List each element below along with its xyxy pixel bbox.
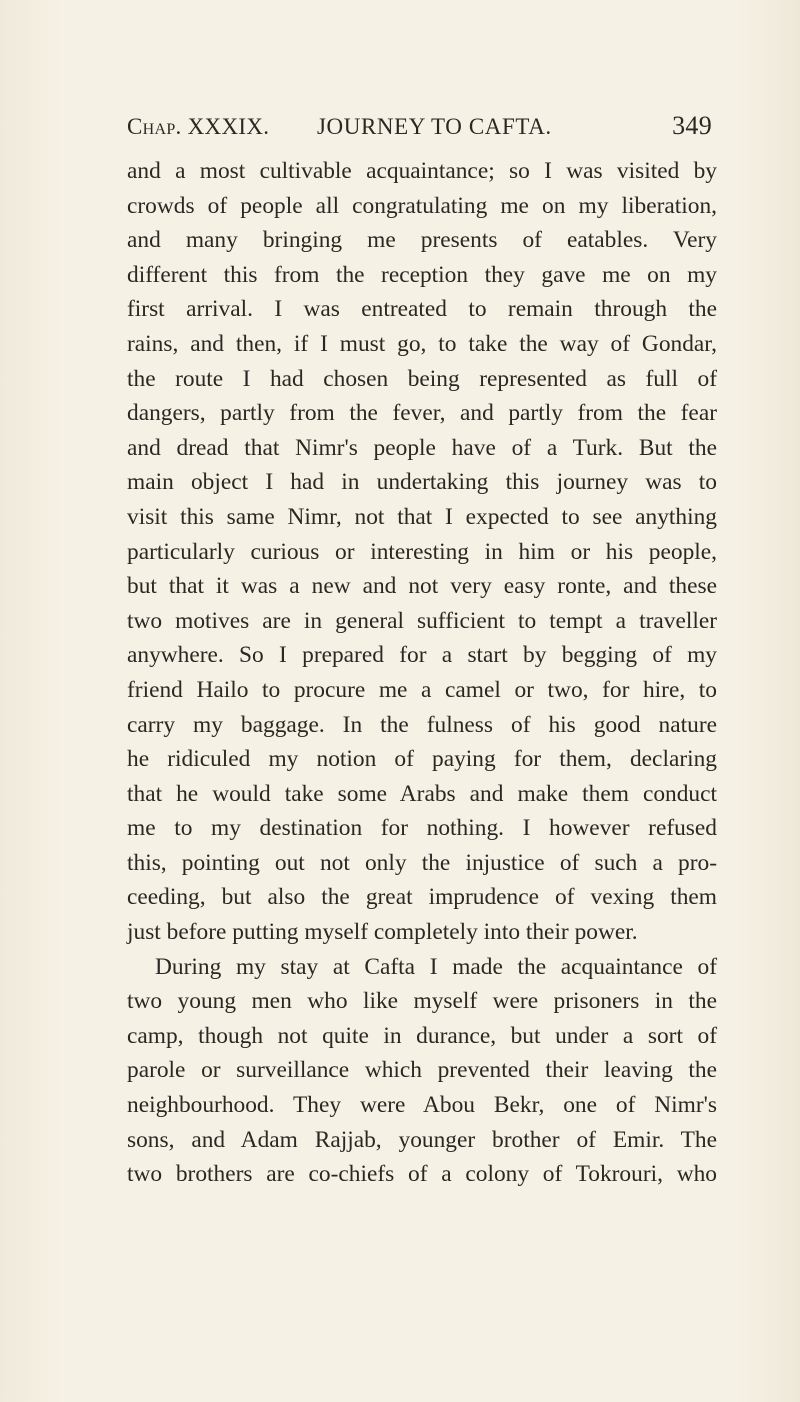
text-line: carry my baggage. In the fulness of his good nature (127, 711, 717, 738)
text-line: crowds of people all congratulating me on my liberation, (127, 192, 717, 219)
text-line: sons, and Adam Rajjab, younger brother of Emir. The (127, 1126, 717, 1153)
text-line: During my stay at Cafta I made the acquaintance of (155, 953, 717, 980)
text-line: camp, though not quite in durance, but under a sort of (127, 1022, 717, 1049)
text-line: two brothers are co-chiefs of a colony of Tokrouri, who (127, 1161, 717, 1188)
text-line: first arrival. I was entreated to remain through the (127, 296, 717, 323)
text-line: and a most cultivable acquaintance; so I was visited by (127, 158, 717, 184)
chapter-label: Chap. XXXIX. (127, 114, 270, 139)
text-line: just before putting myself completely into their power. (127, 919, 638, 946)
running-title: JOURNEY TO CAFTA. (317, 114, 552, 139)
text-line: this, pointing out not only the injustice of such a pro- (127, 849, 717, 876)
text-line: that he would take some Arabs and make them conduct (127, 780, 717, 807)
page-number: 349 (672, 111, 712, 140)
text-line: two motives are in general sufficient to tempt a traveller (127, 607, 717, 634)
text-line: and dread that Nimr's people have of a Turk. But the (127, 434, 717, 461)
text-line: main object I had in undertaking this journey was to (127, 469, 717, 496)
text-line: visit this same Nimr, not that I expected to see anything (127, 503, 717, 530)
text-line: but that it was a new and not very easy ronte, and these (127, 573, 717, 600)
text-line: dangers, partly from the fever, and partly from the fear (127, 400, 717, 427)
body-text (127, 154, 717, 1192)
text-line: anywhere. So I prepared for a start by begging of my (127, 642, 717, 669)
text-line: friend Hailo to procure me a camel or two, for hire, to (127, 676, 717, 703)
text-line: two young men who like myself were prisoners in the (127, 988, 717, 1015)
text-line: neighbourhood. They were Abou Bekr, one of Nimr's (127, 1092, 717, 1119)
text-line: particularly curious or interesting in him or his people, (127, 538, 717, 565)
text-line: parole or surveillance which prevented their leaving the (127, 1057, 717, 1084)
text-line: ceeding, but also the great imprudence of vexing them (127, 884, 717, 911)
running-head (127, 111, 712, 144)
text-line: he ridiculed my notion of paying for them, declaring (127, 746, 717, 773)
text-line: rains, and then, if I must go, to take the way of Gondar, (127, 330, 717, 357)
text-line: the route I had chosen being represented as full of (127, 365, 717, 392)
text-line: different this from the reception they gave me on my (127, 261, 717, 288)
text-line: me to my destination for nothing. I however refused (127, 815, 717, 842)
text-line: and many bringing me presents of eatables. Very (127, 227, 717, 254)
